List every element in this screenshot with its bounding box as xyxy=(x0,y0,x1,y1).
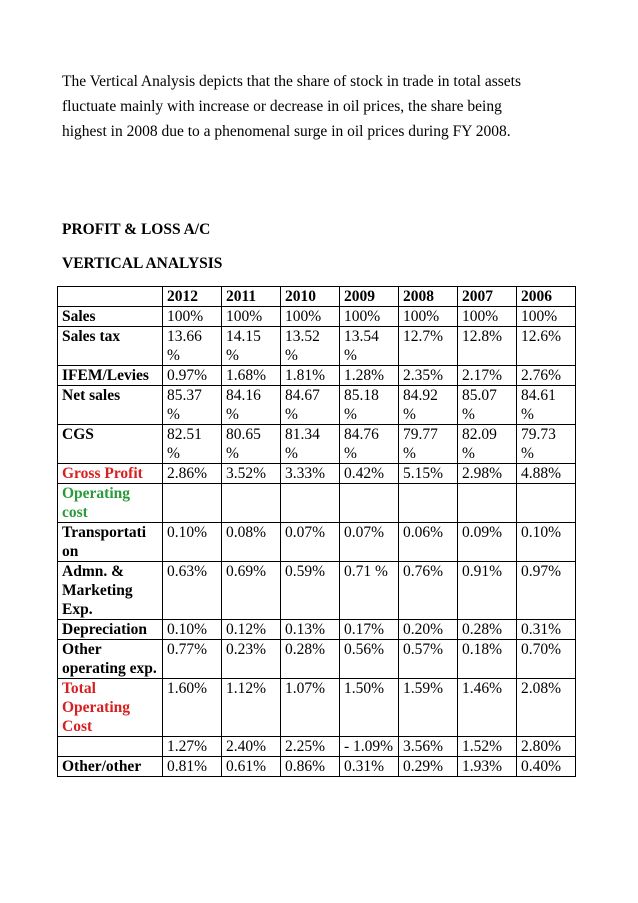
table-cell: 82.09 % xyxy=(458,425,517,464)
table-cell: 2.80% xyxy=(517,737,576,757)
paragraph-line: The Vertical Analysis depicts that the share of stock in trade in total assets xyxy=(62,73,521,90)
table-cell: 12.7% xyxy=(399,327,458,366)
vertical-analysis-table xyxy=(57,286,576,777)
table-cell: 0.10% xyxy=(163,620,222,640)
table-cell xyxy=(517,484,576,523)
table-cell: 2.17% xyxy=(458,366,517,386)
table-cell: 0.31% xyxy=(340,757,399,777)
table-cell: 81.34 % xyxy=(281,425,340,464)
row-label: CGS xyxy=(58,425,163,464)
year-header: 2009 xyxy=(340,287,399,307)
row-label: Other/other xyxy=(58,757,163,777)
table-cell: 0.06% xyxy=(399,523,458,562)
table-cell xyxy=(458,484,517,523)
table-row xyxy=(58,484,576,523)
table-cell: 0.59% xyxy=(281,562,340,620)
table-cell: 100% xyxy=(399,307,458,327)
table-cell: 79.77 % xyxy=(399,425,458,464)
table-cell: 0.28% xyxy=(458,620,517,640)
table-cell: 0.57% xyxy=(399,640,458,679)
table-cell: 0.17% xyxy=(340,620,399,640)
table-cell: 100% xyxy=(222,307,281,327)
table-row xyxy=(58,620,576,640)
table-cell: 2.08% xyxy=(517,679,576,737)
table-cell: 100% xyxy=(458,307,517,327)
table-cell: 3.33% xyxy=(281,464,340,484)
table-cell: 1.68% xyxy=(222,366,281,386)
table-cell: 0.20% xyxy=(399,620,458,640)
table-cell: 0.91% xyxy=(458,562,517,620)
table-cell: 0.08% xyxy=(222,523,281,562)
table-cell: 2.86% xyxy=(163,464,222,484)
table-row xyxy=(58,757,576,777)
year-header: 2011 xyxy=(222,287,281,307)
table-row xyxy=(58,327,576,366)
table-cell: 0.63% xyxy=(163,562,222,620)
table-row xyxy=(58,523,576,562)
table-cell: 0.09% xyxy=(458,523,517,562)
table-cell: 1.27% xyxy=(163,737,222,757)
table-cell: 1.50% xyxy=(340,679,399,737)
table-cell: 0.10% xyxy=(163,523,222,562)
table-row xyxy=(58,640,576,679)
table-cell: 0.71 % xyxy=(340,562,399,620)
row-label: Admn. & Marketing Exp. xyxy=(58,562,163,620)
table-cell: 1.59% xyxy=(399,679,458,737)
table-cell: 0.18% xyxy=(458,640,517,679)
table-row xyxy=(58,464,576,484)
table-row xyxy=(58,562,576,620)
table-cell: 100% xyxy=(163,307,222,327)
table-cell: 14.15 % xyxy=(222,327,281,366)
table-cell: 0.56% xyxy=(340,640,399,679)
paragraph-line: highest in 2008 due to a phenomenal surge in oil prices during FY 2008. xyxy=(62,123,511,140)
table-cell: 100% xyxy=(281,307,340,327)
table-cell: 1.52% xyxy=(458,737,517,757)
table-cell: 80.65 % xyxy=(222,425,281,464)
table-cell: 84.67 % xyxy=(281,386,340,425)
table-row xyxy=(58,737,576,757)
table-cell: 84.92 % xyxy=(399,386,458,425)
table-cell: 0.10% xyxy=(517,523,576,562)
table-cell: 84.76 % xyxy=(340,425,399,464)
table-cell: 84.16 % xyxy=(222,386,281,425)
table-cell: 12.8% xyxy=(458,327,517,366)
table-row xyxy=(58,425,576,464)
header-empty-cell xyxy=(58,287,163,307)
table-cell: 0.61% xyxy=(222,757,281,777)
table-cell: 0.28% xyxy=(281,640,340,679)
table-cell: 1.46% xyxy=(458,679,517,737)
table-cell: 1.93% xyxy=(458,757,517,777)
table-cell: 0.42% xyxy=(340,464,399,484)
table-cell: 0.07% xyxy=(340,523,399,562)
row-label: IFEM/Levies xyxy=(58,366,163,386)
table-cell: 100% xyxy=(340,307,399,327)
table-cell: 13.66 % xyxy=(163,327,222,366)
table-cell xyxy=(340,484,399,523)
table-cell: 1.28% xyxy=(340,366,399,386)
section-title: PROFIT & LOSS A/C xyxy=(62,221,211,238)
year-header: 2010 xyxy=(281,287,340,307)
table-cell: 3.52% xyxy=(222,464,281,484)
section-subtitle: VERTICAL ANALYSIS xyxy=(62,255,223,272)
table-cell: 79.73 % xyxy=(517,425,576,464)
row-label: Net sales xyxy=(58,386,163,425)
table-cell: 0.12% xyxy=(222,620,281,640)
table-row xyxy=(58,307,576,327)
table-cell: 0.69% xyxy=(222,562,281,620)
table-cell: 0.97% xyxy=(517,562,576,620)
year-header: 2007 xyxy=(458,287,517,307)
row-label: Gross Profit xyxy=(58,464,163,484)
table-cell: 2.25% xyxy=(281,737,340,757)
table-cell: 100% xyxy=(517,307,576,327)
row-label: Total Operating Cost xyxy=(58,679,163,737)
table-cell: 0.97% xyxy=(163,366,222,386)
row-label: Transportati on xyxy=(58,523,163,562)
table-cell: 2.76% xyxy=(517,366,576,386)
table-cell: 0.40% xyxy=(517,757,576,777)
table-cell: 0.13% xyxy=(281,620,340,640)
row-label xyxy=(58,737,163,757)
table-cell: 85.18 % xyxy=(340,386,399,425)
table-cell: 85.37 % xyxy=(163,386,222,425)
row-label: Operating cost xyxy=(58,484,163,523)
table-cell xyxy=(281,484,340,523)
table-cell: 82.51 % xyxy=(163,425,222,464)
table-cell: 2.35% xyxy=(399,366,458,386)
row-label: Other operating exp. xyxy=(58,640,163,679)
table-cell xyxy=(222,484,281,523)
table-cell: 0.29% xyxy=(399,757,458,777)
year-header: 2008 xyxy=(399,287,458,307)
table-cell: 1.07% xyxy=(281,679,340,737)
table-cell: 1.60% xyxy=(163,679,222,737)
table-cell xyxy=(399,484,458,523)
table-cell xyxy=(163,484,222,523)
paragraph-line: fluctuate mainly with increase or decrease in oil prices, the share being xyxy=(62,98,502,115)
table-row xyxy=(58,679,576,737)
table-cell: 0.31% xyxy=(517,620,576,640)
table-cell: 84.61 % xyxy=(517,386,576,425)
table-cell: 0.76% xyxy=(399,562,458,620)
row-label: Sales tax xyxy=(58,327,163,366)
table-cell: 0.70% xyxy=(517,640,576,679)
table-row xyxy=(58,366,576,386)
table-cell: 0.23% xyxy=(222,640,281,679)
table-cell: 13.52 % xyxy=(281,327,340,366)
table-cell: 3.56% xyxy=(399,737,458,757)
table-cell: 0.86% xyxy=(281,757,340,777)
table-cell: 0.07% xyxy=(281,523,340,562)
table-cell: 13.54 % xyxy=(340,327,399,366)
table-cell: - 1.09% xyxy=(340,737,399,757)
table-cell: 12.6% xyxy=(517,327,576,366)
year-header: 2012 xyxy=(163,287,222,307)
table-cell: 5.15% xyxy=(399,464,458,484)
intro-paragraph xyxy=(62,69,582,144)
table-cell: 2.98% xyxy=(458,464,517,484)
row-label: Sales xyxy=(58,307,163,327)
table-cell: 0.77% xyxy=(163,640,222,679)
row-label: Depreciation xyxy=(58,620,163,640)
table-cell: 1.12% xyxy=(222,679,281,737)
table-cell: 4.88% xyxy=(517,464,576,484)
table-cell: 1.81% xyxy=(281,366,340,386)
table-row xyxy=(58,386,576,425)
header-row xyxy=(58,287,576,307)
table-cell: 85.07 % xyxy=(458,386,517,425)
year-header: 2006 xyxy=(517,287,576,307)
table-cell: 2.40% xyxy=(222,737,281,757)
table-cell: 0.81% xyxy=(163,757,222,777)
